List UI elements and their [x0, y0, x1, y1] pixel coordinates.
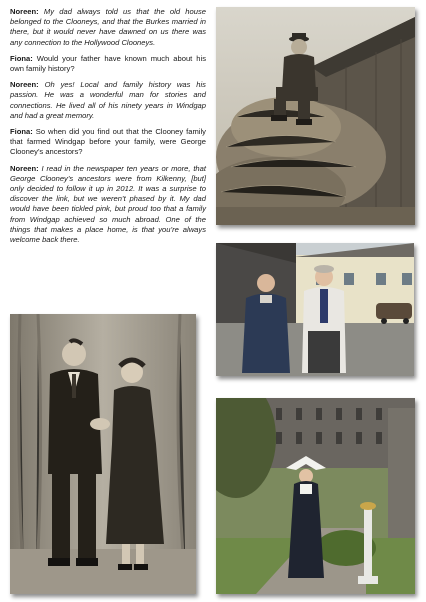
speaker-label: Noreen: [10, 163, 39, 173]
answer-text: Oh yes! Local and family history was his passion. He was a wonderful man for stories and connections. He lived all of his ninety years in Windgap and had a great memory. [10, 80, 206, 120]
interview-paragraph-3 [10, 80, 206, 121]
photo-couple-by-house [216, 243, 414, 376]
answer-text: I read in the newspaper ten years or more, that George Clooney’s ancestors were from Kilkenny, [but] only decided to follow it up in 2012. It was a surprise to discover the link, but we weren’t phased by it. My dad would have been tickled pink, but proud too that a family from Windgap achieved so much abroad. One of the things that makes a place home, is that you’re always welcome back there. [10, 163, 206, 245]
question-text: So when did you find out that the Clooney family that farmed Windgap before your family, were George Clooney’s ancestors? [10, 127, 206, 157]
speaker-label: Noreen: [10, 7, 39, 16]
interview-paragraph-4 [10, 127, 206, 158]
question-text: Would your father have known much about his own family history? [10, 53, 206, 74]
photo-man-on-haystack [216, 7, 415, 225]
speaker-label: Noreen: [10, 80, 39, 90]
interview-paragraph-1 [10, 7, 206, 48]
interview-paragraph-2 [10, 54, 206, 74]
photo-wedding-couple [10, 314, 196, 594]
speaker-label: Fiona: [10, 127, 33, 137]
speaker-label: Fiona: [10, 53, 33, 63]
interview-paragraph-5 [10, 164, 206, 246]
answer-text: My dad always told us that the old house belonged to the Clooneys, and that the Burkes married in there, but it would never have dawned on us there was any connection to the Hollywood Clooneys. [10, 7, 206, 47]
photo-nun-in-garden [216, 398, 415, 594]
interview-text [10, 7, 206, 251]
